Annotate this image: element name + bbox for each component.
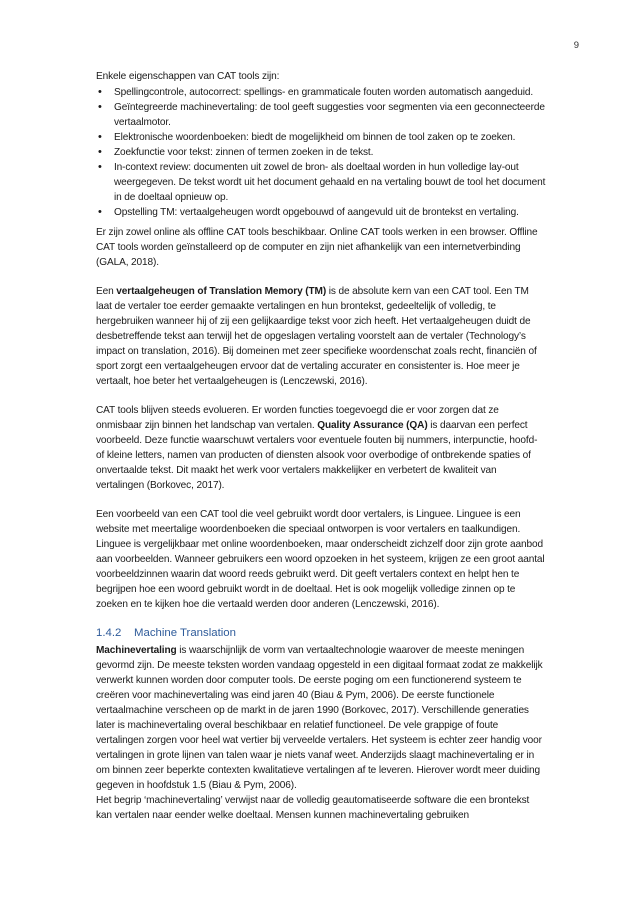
feature-tm-setup: • Opstelling TM: vertaalgeheugen wordt opgebouwd of aangevuld uit de brontekst en vertaling. <box>96 205 546 220</box>
tm-term: vertaalgeheugen of Translation Memory (TM) <box>116 286 327 297</box>
section-number: 1.4.2 <box>96 627 122 639</box>
feature-list <box>96 85 546 220</box>
paragraph-quality-assurance <box>96 403 546 493</box>
paragraph-online-offline: Er zijn zowel online als offline CAT tools beschikbaar. Online CAT tools werken in een browser. Offline CAT tools worden geïnstalleerd op de computer en zijn niet afhankelijk van een internetverbinding (GALA, 2018). <box>96 227 538 268</box>
qa-term: Quality Assurance (QA) <box>317 420 428 431</box>
mt-text-post: is waarschijnlijk de vorm van vertaaltechnologie waarover de meeste meningen gevormd zijn. De meeste teksten worden vandaag opgesteld in een digitaal formaat zodat ze makkelijk verwerkt kunnen worden door computer tools. De eerste poging om een functionerend systeem te creëren voor machinevertaling was eind jaren 40 (Biau & Pym, 2006). De eerste functionele vertaalmachine verscheen op de markt in de jaren 1990 (Borkovec, 2017). Verschillende generaties later is machinevertaling overal beschikbaar en relatief functioneel. De vele grappige of foute vertalingen zorgen voor heel wat vertier bij verveelde vertalers. Het systeem is echter zeer handig voor vertalingen in grote lijnen van talen waar je niets vanaf weet. Anderzijds slaagt machinevertaling er in om binnen zeer beperkte contexten kwalitatieve vertalingen af te leveren. Hierover wordt meer duiding gegeven in hoofdstuk 1.5 (Biau & Pym, 2006). <box>96 645 543 791</box>
feature-spellcheck: • Spellingcontrole, autocorrect: spellings- en grammaticale fouten worden automatisch aangeduid. <box>96 85 546 100</box>
paragraph-machine-translation-definition: Het begrip ‘machinevertaling’ verwijst naar de volledig geautomatiseerde software die een brontekst kan vertalen naar eender welke doeltaal. Mensen kunnen machinevertaling gebruiken <box>96 795 530 821</box>
page-content <box>96 69 546 823</box>
page-number: 9 <box>573 40 579 51</box>
feature-machine-translation: • Geïntegreerde machinevertaling: de tool geeft suggesties voor segmenten via een geconnecteerde vertaalmotor. <box>96 100 546 130</box>
feature-dictionaries: • Elektronische woordenboeken: biedt de mogelijkheid om binnen de tool zaken op te zoeken. <box>96 130 546 145</box>
feature-in-context-review: • In-context review: documenten uit zowel de bron- als doeltaal worden in hun volledige lay-out weergegeven. De tekst wordt uit het document gehaald en na vertaling bouwt de tool het document in de doeltaal opnieuw op. <box>96 160 546 205</box>
qa-text-pre: CAT tools blijven steeds evolueren. Er worden functies toegevoegd die er voor zorgen dat ze onmisbaar zijn binnen het landschap van vertalen. <box>96 405 499 431</box>
tm-text-pre: Een <box>96 286 117 297</box>
paragraph-linguee: Een voorbeeld van een CAT tool die veel gebruikt wordt door vertalers, is Linguee. Linguee is een website met meertalige woordenboeken die speciaal ontworpen is voor vertalers en taalkundigen. Linguee is vergelijkbaar met online woordenboeken, maar onderscheidt zichzelf door zijn grote aanbod aan voorbeelden. Wanneer gebruikers een woord opzoeken in het systeem, krijgen ze een groot aantal voorbeeldzinnen waarin dat woord reeds gebruikt werd. Dit geeft vertalers context en helpt hen te begrijpen hoe een woord gebruikt wordt in de doeltaal. Het is ook mogelijk volledige zinnen op te zoeken en te kijken hoe die vertaald werden door anderen (Lenczewski, 2016). <box>96 509 545 610</box>
qa-text-post: is daarvan een perfect voorbeeld. Deze functie waarschuwt vertalers voor eventuele fouten bij nummers, interpunctie, hoofd- of kleine letters, namen van producten of diensten alsook voor overbodige of ontbrekende spaties of onvertaalde tekst. Dit maakt het werk voor vertalers makkelijker en verbetert de kwaliteit van vertalingen (Borkovec, 2017). <box>96 420 538 491</box>
mt-term: Machinevertaling <box>96 645 177 656</box>
section-heading <box>96 626 546 641</box>
paragraph-machine-translation <box>96 643 546 793</box>
tm-text-post: is de absolute kern van een CAT tool. Een TM laat de vertaler toe eerder gemaakte vertalingen en hun brontekst, gedeeltelijk of volledig, te hergebruiken wanneer hij of zij een gelijkaardige tekst voor zich heeft. Het vertaalgeheugen duidt de desbetreffende tekst aan terwijl het de opgeslagen vertaling voorstelt aan de vertaler (Technology’s impact on translation, 2016). Bij domeinen met zeer specifieke woordenschat zoals recht, financiën of sport zorgt een vertaalgeheugen ervoor dat de vertaling accurater en consistenter is. Hoe meer je vertaalt, hoe beter het vertaalgeheugen is (Lenczewski, 2016). <box>96 286 537 387</box>
feature-search: • Zoekfunctie voor tekst: zinnen of termen zoeken in de tekst. <box>96 145 546 160</box>
paragraph-translation-memory <box>96 284 546 389</box>
section-title: Machine Translation <box>134 627 236 639</box>
features-intro: Enkele eigenschappen van CAT tools zijn: <box>96 71 280 82</box>
